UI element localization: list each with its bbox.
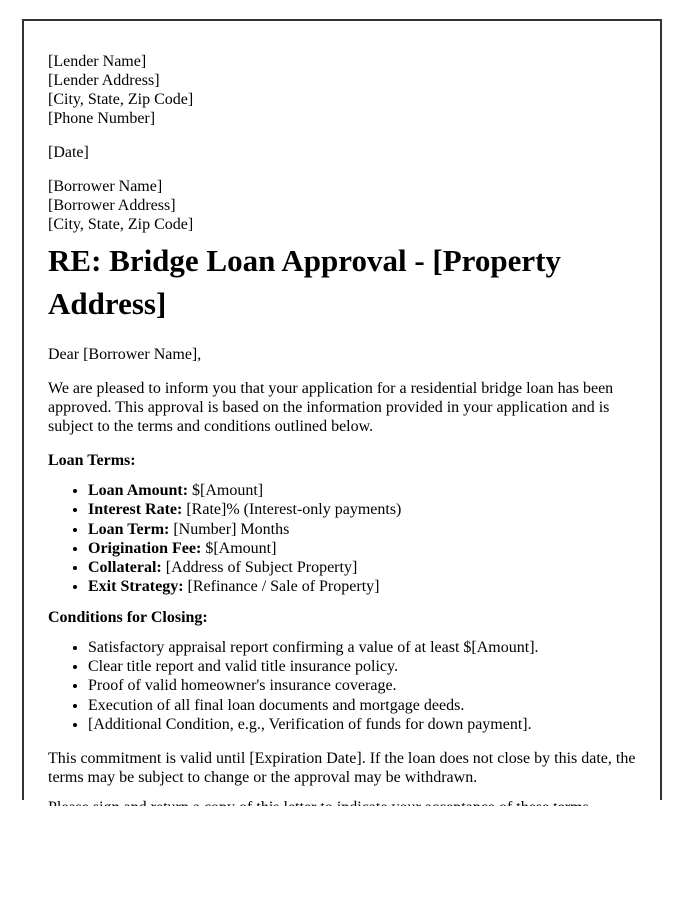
loan-terms-list [48, 481, 636, 597]
salutation: Dear [Borrower Name], [48, 346, 202, 363]
loan-term-label: Loan Term: [88, 520, 170, 538]
lender-name: [Lender Name] [48, 53, 147, 70]
condition-item: • Proof of valid homeowner's insurance coverage. [88, 676, 636, 695]
loan-term-item [88, 577, 636, 596]
loan-term-label: Interest Rate: [88, 501, 183, 519]
loan-term-item [88, 558, 636, 577]
loan-term-label: Origination Fee: [88, 539, 202, 557]
loan-term-item [88, 539, 636, 558]
loan-terms-heading: Loan Terms: [48, 452, 136, 469]
lender-address: [Lender Address] [48, 72, 160, 89]
date-line: [Date] [48, 144, 89, 161]
borrower-city-state-zip: [City, State, Zip Code] [48, 216, 194, 233]
letter-subject-heading: RE: Bridge Loan Approval - [Property Address] [48, 243, 561, 321]
validity-paragraph: This commitment is valid until [Expiration Date]. If the loan does not close by this date, the terms may be subject to change or the approval may be withdrawn. [48, 750, 636, 787]
borrower-address-block [48, 177, 636, 234]
lender-address-block [48, 52, 636, 128]
borrower-address: [Borrower Address] [48, 197, 176, 214]
loan-term-value: $[Amount] [205, 539, 277, 557]
lender-phone: [Phone Number] [48, 110, 156, 127]
condition-item: • [Additional Condition, e.g., Verification of funds for down payment]. [88, 715, 636, 734]
loan-term-value: [Refinance / Sale of Property] [187, 578, 380, 596]
loan-term-label: Collateral: [88, 559, 162, 577]
lender-city-state-zip: [City, State, Zip Code] [48, 91, 194, 108]
conditions-heading: Conditions for Closing: [48, 608, 208, 626]
loan-term-item [88, 500, 636, 519]
condition-item: • Satisfactory appraisal report confirming a value of at least $[Amount]. [88, 638, 636, 657]
letter-document [22, 19, 662, 800]
borrower-name: [Borrower Name] [48, 178, 163, 195]
loan-term-label: Loan Amount: [88, 482, 189, 499]
loan-term-label: Exit Strategy: [88, 578, 184, 596]
condition-item: • Execution of all final loan documents and mortgage deeds. [88, 696, 636, 715]
loan-term-value: [Address of Subject Property] [165, 559, 358, 577]
conditions-list [48, 638, 636, 734]
page-bottom-mask [0, 806, 700, 900]
loan-term-item [88, 520, 636, 539]
loan-term-item [88, 481, 636, 500]
condition-item: • Clear title report and valid title insurance policy. [88, 657, 636, 676]
loan-term-value: [Rate]% (Interest-only payments) [186, 501, 402, 519]
loan-term-value: [Number] Months [173, 520, 290, 538]
loan-term-value: $[Amount] [192, 482, 264, 499]
intro-paragraph: We are pleased to inform you that your application for a residential bridge loan has been approved. This approval is based on the information provided in your application and is subject to the terms and conditions outlined below. [48, 380, 614, 435]
